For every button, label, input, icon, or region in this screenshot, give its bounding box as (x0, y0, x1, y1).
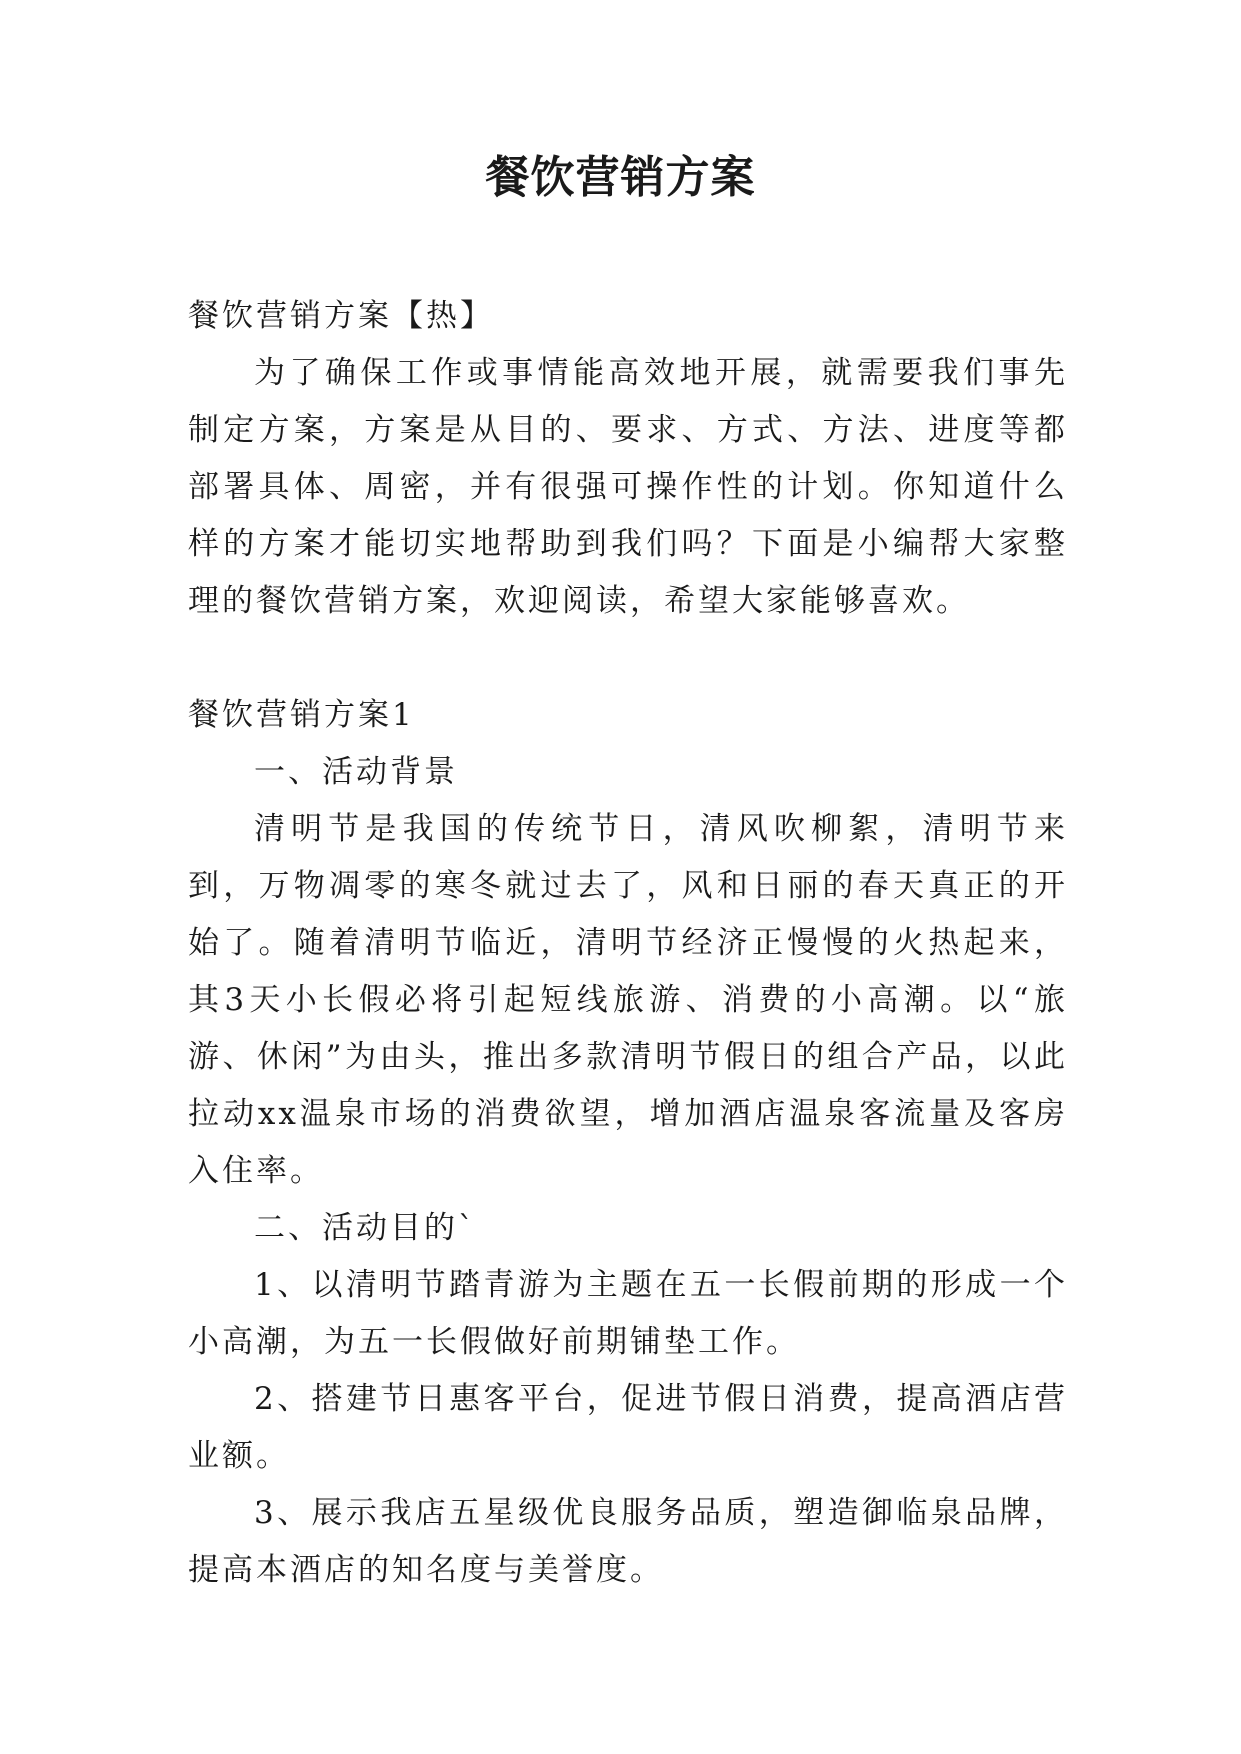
section-spacer (188, 630, 1068, 687)
section-heading: 餐饮营销方案1 (188, 697, 415, 733)
intro-paragraph: 为了确保工作或事情能高效地开展，就需要我们事先制定方案，方案是从目的、要求、方式、方法、进度等都部署具体、周密，并有很强可操作性的计划。你知道什么样的方案才能切实地帮助到我们吗？下面是小编帮大家整理的餐饮营销方案，欢迎阅读，希望大家能够喜欢。 (188, 355, 1068, 619)
background-paragraph: 清明节是我国的传统节日，清风吹柳絮，清明节来到，万物凋零的寒冬就过去了，风和日丽的春天真正的开始了。随着清明节临近，清明节经济正慢慢的火热起来，其3天小长假必将引起短线旅游、消费的小高潮。以“旅游、休闲”为由头，推出多款清明节假日的组合产品，以此拉动xx温泉市场的消费欲望，增加酒店温泉客流量及客房入住率。 (188, 811, 1068, 1189)
purpose-item-2: 2、搭建节日惠客平台，促进节假日消费，提高酒店营业额。 (188, 1381, 1068, 1474)
purpose-item-1: 1、以清明节踏青游为主题在五一长假前期的形成一个小高潮，为五一长假做好前期铺垫工作。 (188, 1267, 1068, 1360)
document-title: 餐饮营销方案 (485, 152, 756, 203)
document-subtitle: 餐饮营销方案【热】 (188, 298, 494, 334)
background-heading: 一、活动背景 (254, 754, 458, 790)
purpose-item-3: 3、展示我店五星级优良服务品质，塑造御临泉品牌，提高本酒店的知名度与美誉度。 (188, 1495, 1068, 1588)
document-body (188, 288, 1068, 1599)
purpose-heading: 二、活动目的` (254, 1210, 477, 1246)
